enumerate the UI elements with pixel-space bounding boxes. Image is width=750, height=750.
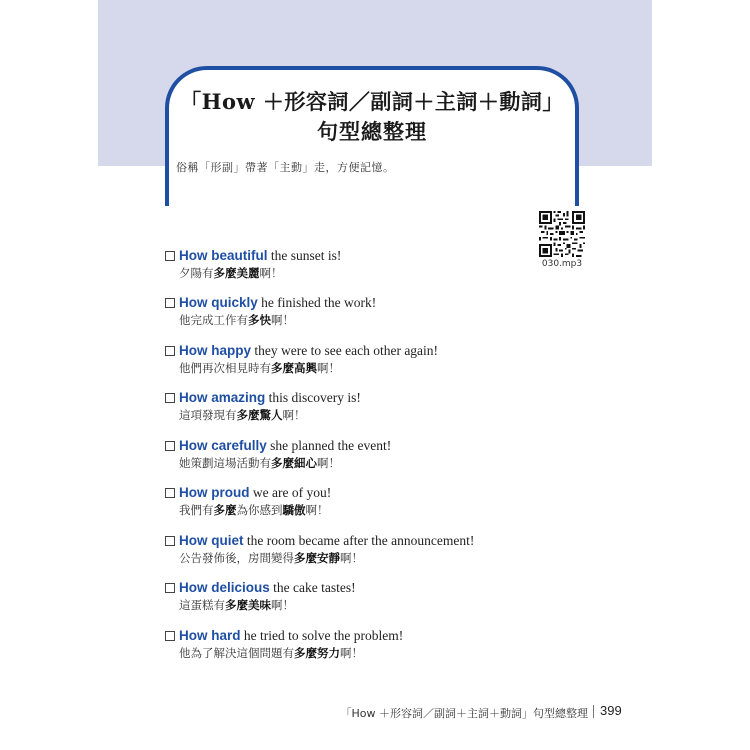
page-number: 399: [600, 703, 622, 718]
translation: 他完成工作有多快啊！: [179, 313, 294, 327]
checkbox[interactable]: [165, 346, 175, 356]
key-phrase: How delicious: [179, 580, 270, 595]
key-phrase: How happy: [179, 343, 252, 358]
sentence-rest: he tried to solve the problem!: [240, 628, 404, 643]
list-item: [165, 342, 585, 377]
mnemonic-note: 俗稱「形副」帶著「主動」走，方便記憶。: [176, 161, 395, 174]
translation: 這項發現有多麼驚人啊！: [179, 408, 306, 422]
checkbox[interactable]: [165, 393, 175, 403]
sentence-rest: the room became after the announcement!: [243, 533, 475, 548]
key-phrase: How quickly: [179, 295, 258, 310]
translation: 我們有多麼為你感到驕傲啊！: [179, 503, 329, 517]
translation: 他為了解決這個問題有多麼努力啊！: [179, 646, 363, 660]
list-item: [165, 389, 585, 424]
checkbox[interactable]: [165, 441, 175, 451]
sentence-rest: they were to see each other again!: [251, 343, 439, 358]
sentence-rest: the cake tastes!: [269, 580, 356, 595]
list-item: [165, 484, 585, 519]
list-item: [165, 294, 585, 329]
sentence-rest: the sunset is!: [267, 248, 342, 263]
list-item: [165, 532, 585, 567]
key-phrase: How quiet: [179, 533, 244, 548]
key-phrase: How beautiful: [179, 248, 268, 263]
key-phrase: How amazing: [179, 390, 266, 405]
running-footer: 「How ＋形容詞／副詞＋主詞＋動詞」句型總整理: [340, 707, 588, 720]
audio-file-label: 030.mp3: [541, 259, 583, 269]
key-phrase: How proud: [179, 485, 250, 500]
list-item: [165, 627, 585, 662]
sentence-rest: he finished the work!: [257, 295, 377, 310]
key-phrase: How carefully: [179, 438, 267, 453]
translation: 夕陽有多麼美麗啊！: [179, 266, 283, 280]
translation: 公告發佈後，房間變得多麼安靜啊！: [179, 551, 363, 565]
translation: 她策劃這場活動有多麼細心啊！: [179, 456, 340, 470]
checkbox[interactable]: [165, 488, 175, 498]
checkbox[interactable]: [165, 251, 175, 261]
checkbox[interactable]: [165, 631, 175, 641]
list-item: [165, 247, 585, 282]
footer-divider: [593, 705, 594, 718]
checkbox[interactable]: [165, 298, 175, 308]
list-item: [165, 437, 585, 472]
page-title-line2: 句型總整理: [317, 119, 427, 144]
checkbox[interactable]: [165, 536, 175, 546]
translation: 這蛋糕有多麼美味啊！: [179, 598, 294, 612]
sentence-rest: she planned the event!: [266, 438, 392, 453]
sentence-rest: we are of you!: [249, 485, 332, 500]
page-title: 「How ＋形容詞／副詞＋主詞＋動詞」: [180, 89, 564, 114]
sentence-rest: this discovery is!: [265, 390, 361, 405]
list-item: [165, 579, 585, 614]
checkbox[interactable]: [165, 583, 175, 593]
key-phrase: How hard: [179, 628, 241, 643]
translation: 他們再次相見時有多麼高興啊！: [179, 361, 340, 375]
